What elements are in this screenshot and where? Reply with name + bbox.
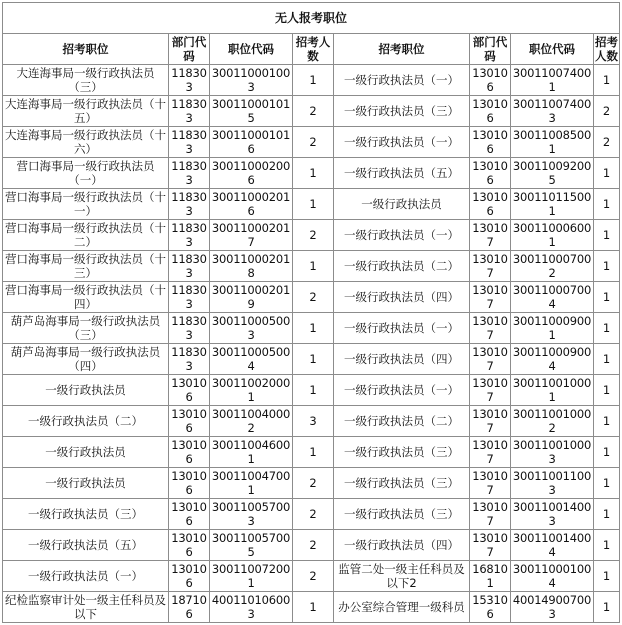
left-dept-code-cell: 130106 — [169, 499, 210, 530]
left-dept-code-cell: 118303 — [169, 251, 210, 282]
left-dept-code-cell: 130106 — [169, 406, 210, 437]
right-dept-code-cell: 130107 — [470, 468, 511, 499]
right-position-code-cell: 400149007003 — [511, 592, 594, 623]
right-headcount-cell: 1 — [594, 530, 620, 561]
right-position-code-cell: 300110009001 — [511, 313, 594, 344]
right-dept-code-cell: 130107 — [470, 344, 511, 375]
right-dept-code-cell: 130107 — [470, 437, 511, 468]
right-headcount-cell: 1 — [594, 158, 620, 189]
left-dept-code-cell: 130106 — [169, 530, 210, 561]
right-dept-code-cell: 130106 — [470, 189, 511, 220]
right-headcount-cell: 2 — [594, 96, 620, 127]
right-dept-code-cell: 130107 — [470, 499, 511, 530]
table-row — [3, 499, 620, 530]
right-headcount-cell: 1 — [594, 220, 620, 251]
right-dept-code-cell: 168101 — [470, 561, 511, 592]
left-dept-code-cell: 118303 — [169, 313, 210, 344]
left-headcount-cell: 2 — [293, 499, 334, 530]
right-position-name-cell: 一级行政执法员（三） — [334, 96, 470, 127]
header-dept-code-right: 部门代码 — [470, 34, 511, 65]
right-dept-code-cell: 130107 — [470, 313, 511, 344]
right-dept-code-cell: 130106 — [470, 158, 511, 189]
table-row — [3, 468, 620, 499]
table-row — [3, 189, 620, 220]
vacant-positions-table — [2, 2, 620, 623]
right-headcount-cell: 1 — [594, 437, 620, 468]
left-position-name-cell: 营口海事局一级行政执法员（十二） — [3, 220, 169, 251]
left-position-name-cell: 葫芦岛海事局一级行政执法员（三） — [3, 313, 169, 344]
table-row — [3, 375, 620, 406]
right-headcount-cell: 1 — [594, 282, 620, 313]
left-position-code-cell: 300110005004 — [210, 344, 293, 375]
table-row — [3, 406, 620, 437]
left-headcount-cell: 2 — [293, 96, 334, 127]
left-headcount-cell: 1 — [293, 437, 334, 468]
left-position-name-cell: 大连海事局一级行政执法员（十五） — [3, 96, 169, 127]
right-position-name-cell: 一级行政执法员（一） — [334, 65, 470, 96]
left-headcount-cell: 1 — [293, 189, 334, 220]
left-position-code-cell: 300110005003 — [210, 313, 293, 344]
right-position-code-cell: 300110115001 — [511, 189, 594, 220]
left-dept-code-cell: 118303 — [169, 282, 210, 313]
left-headcount-cell: 2 — [293, 530, 334, 561]
left-dept-code-cell: 130106 — [169, 468, 210, 499]
left-headcount-cell: 1 — [293, 592, 334, 623]
left-position-name-cell: 一级行政执法员 — [3, 468, 169, 499]
right-position-code-cell: 300110011003 — [511, 468, 594, 499]
left-position-code-cell: 300110002016 — [210, 189, 293, 220]
table-row — [3, 437, 620, 468]
table-row — [3, 282, 620, 313]
table-row — [3, 96, 620, 127]
table-row — [3, 313, 620, 344]
left-headcount-cell: 3 — [293, 406, 334, 437]
right-position-name-cell: 一级行政执法员（五） — [334, 158, 470, 189]
left-position-code-cell: 300110046001 — [210, 437, 293, 468]
right-headcount-cell: 1 — [594, 406, 620, 437]
right-position-name-cell: 一级行政执法员（一） — [334, 220, 470, 251]
table-row — [3, 65, 620, 96]
left-position-name-cell: 纪检监察审计处一级主任科员及以下 — [3, 592, 169, 623]
left-position-code-cell: 400110106003 — [210, 592, 293, 623]
left-position-code-cell: 300110057003 — [210, 499, 293, 530]
left-position-code-cell: 300110002019 — [210, 282, 293, 313]
right-headcount-cell: 1 — [594, 344, 620, 375]
header-position-code-right: 职位代码 — [511, 34, 594, 65]
right-position-name-cell: 一级行政执法员（四） — [334, 344, 470, 375]
right-position-name-cell: 一级行政执法员（三） — [334, 437, 470, 468]
right-position-name-cell: 一级行政执法员（三） — [334, 468, 470, 499]
right-position-code-cell: 300110074001 — [511, 65, 594, 96]
left-position-code-cell: 300110001003 — [210, 65, 293, 96]
left-position-name-cell: 一级行政执法员（一） — [3, 561, 169, 592]
left-dept-code-cell: 118303 — [169, 189, 210, 220]
right-position-name-cell: 一级行政执法员（一） — [334, 375, 470, 406]
table-body — [3, 65, 620, 623]
left-headcount-cell: 2 — [293, 282, 334, 313]
left-position-name-cell: 营口海事局一级行政执法员（十四） — [3, 282, 169, 313]
right-dept-code-cell: 130107 — [470, 375, 511, 406]
right-position-code-cell: 300110074003 — [511, 96, 594, 127]
right-position-code-cell: 300110010002 — [511, 406, 594, 437]
table-row — [3, 592, 620, 623]
right-dept-code-cell: 130107 — [470, 251, 511, 282]
left-position-name-cell: 营口海事局一级行政执法员（一） — [3, 158, 169, 189]
left-dept-code-cell: 118303 — [169, 96, 210, 127]
right-dept-code-cell: 130107 — [470, 406, 511, 437]
left-headcount-cell: 2 — [293, 220, 334, 251]
left-headcount-cell: 1 — [293, 375, 334, 406]
right-position-code-cell: 300110007004 — [511, 282, 594, 313]
right-dept-code-cell: 130106 — [470, 127, 511, 158]
right-position-code-cell: 300110085001 — [511, 127, 594, 158]
right-position-name-cell: 一级行政执法员 — [334, 189, 470, 220]
left-position-name-cell: 营口海事局一级行政执法员（十一） — [3, 189, 169, 220]
right-position-code-cell: 300110092005 — [511, 158, 594, 189]
left-dept-code-cell: 118303 — [169, 220, 210, 251]
left-position-code-cell: 300110001016 — [210, 127, 293, 158]
header-headcount-left: 招考人数 — [293, 34, 334, 65]
right-position-code-cell: 300110009004 — [511, 344, 594, 375]
left-position-code-cell: 300110040002 — [210, 406, 293, 437]
right-headcount-cell: 1 — [594, 468, 620, 499]
left-headcount-cell: 1 — [293, 313, 334, 344]
right-position-code-cell: 300110014003 — [511, 499, 594, 530]
table-row — [3, 530, 620, 561]
right-headcount-cell: 2 — [594, 127, 620, 158]
right-headcount-cell: 1 — [594, 375, 620, 406]
right-position-code-cell: 300110010003 — [511, 437, 594, 468]
left-position-name-cell: 一级行政执法员（五） — [3, 530, 169, 561]
right-position-name-cell: 一级行政执法员（四） — [334, 282, 470, 313]
left-position-code-cell: 300110002006 — [210, 158, 293, 189]
table-title: 无人报考职位 — [3, 3, 620, 34]
header-headcount-right: 招考人数 — [595, 35, 618, 63]
header-dept-code-left: 部门代码 — [169, 34, 210, 65]
left-position-name-cell: 大连海事局一级行政执法员（三） — [3, 65, 169, 96]
left-position-code-cell: 300110002017 — [210, 220, 293, 251]
right-dept-code-cell: 153106 — [470, 592, 511, 623]
table-row — [3, 344, 620, 375]
left-headcount-cell: 1 — [293, 158, 334, 189]
right-dept-code-cell: 130107 — [470, 282, 511, 313]
right-position-name-cell: 办公室综合管理一级科员 — [334, 592, 470, 623]
left-headcount-cell: 1 — [293, 251, 334, 282]
right-headcount-cell: 1 — [594, 561, 620, 592]
left-position-code-cell: 300110047001 — [210, 468, 293, 499]
table-row — [3, 127, 620, 158]
right-position-name-cell: 一级行政执法员（二） — [334, 406, 470, 437]
right-dept-code-cell: 130107 — [470, 530, 511, 561]
left-position-name-cell: 一级行政执法员 — [3, 375, 169, 406]
left-headcount-cell: 2 — [293, 561, 334, 592]
right-headcount-cell: 1 — [594, 313, 620, 344]
left-position-code-cell: 300110072001 — [210, 561, 293, 592]
right-dept-code-cell: 130106 — [470, 65, 511, 96]
table-row — [3, 220, 620, 251]
right-position-name-cell: 一级行政执法员（二） — [334, 251, 470, 282]
left-headcount-cell: 1 — [293, 344, 334, 375]
left-position-code-cell: 300110002018 — [210, 251, 293, 282]
right-position-name-cell: 一级行政执法员（一） — [334, 313, 470, 344]
header-position-right: 招考职位 — [334, 34, 470, 65]
right-position-code-cell: 300110010001 — [511, 375, 594, 406]
table-row — [3, 561, 620, 592]
header-position-code-left: 职位代码 — [210, 34, 293, 65]
right-position-name-cell: 一级行政执法员（一） — [334, 127, 470, 158]
left-position-name-cell: 一级行政执法员（二） — [3, 406, 169, 437]
right-position-name-cell: 监管二处一级主任科员及以下2 — [334, 561, 470, 592]
left-dept-code-cell: 118303 — [169, 127, 210, 158]
right-dept-code-cell: 130106 — [470, 96, 511, 127]
right-position-code-cell: 300110006001 — [511, 220, 594, 251]
right-headcount-cell: 1 — [594, 592, 620, 623]
left-position-name-cell: 一级行政执法员 — [3, 437, 169, 468]
table-row — [3, 158, 620, 189]
right-headcount-cell: 1 — [594, 65, 620, 96]
right-position-code-cell: 300110014004 — [511, 530, 594, 561]
table-row — [3, 251, 620, 282]
right-position-name-cell: 一级行政执法员（三） — [334, 499, 470, 530]
left-dept-code-cell: 130106 — [169, 375, 210, 406]
left-dept-code-cell: 118303 — [169, 344, 210, 375]
header-position-left: 招考职位 — [3, 34, 169, 65]
left-dept-code-cell: 118303 — [169, 65, 210, 96]
right-dept-code-cell: 130107 — [470, 220, 511, 251]
left-position-name-cell: 营口海事局一级行政执法员（十三） — [3, 251, 169, 282]
left-headcount-cell: 2 — [293, 127, 334, 158]
header-row — [3, 34, 620, 65]
left-headcount-cell: 2 — [293, 468, 334, 499]
right-headcount-cell: 1 — [594, 251, 620, 282]
left-headcount-cell: 1 — [293, 65, 334, 96]
left-dept-code-cell: 130106 — [169, 437, 210, 468]
right-position-name-cell: 一级行政执法员（四） — [334, 530, 470, 561]
left-position-code-cell: 300110057005 — [210, 530, 293, 561]
left-position-name-cell: 葫芦岛海事局一级行政执法员（四） — [3, 344, 169, 375]
left-dept-code-cell: 118303 — [169, 158, 210, 189]
left-position-code-cell: 300110020001 — [210, 375, 293, 406]
right-position-code-cell: 300110001004 — [511, 561, 594, 592]
left-position-name-cell: 一级行政执法员（三） — [3, 499, 169, 530]
right-headcount-cell: 1 — [594, 499, 620, 530]
right-position-code-cell: 300110007002 — [511, 251, 594, 282]
right-headcount-cell: 1 — [594, 189, 620, 220]
left-position-name-cell: 大连海事局一级行政执法员（十六） — [3, 127, 169, 158]
left-dept-code-cell: 187106 — [169, 592, 210, 623]
left-position-code-cell: 300110001015 — [210, 96, 293, 127]
left-dept-code-cell: 130106 — [169, 561, 210, 592]
